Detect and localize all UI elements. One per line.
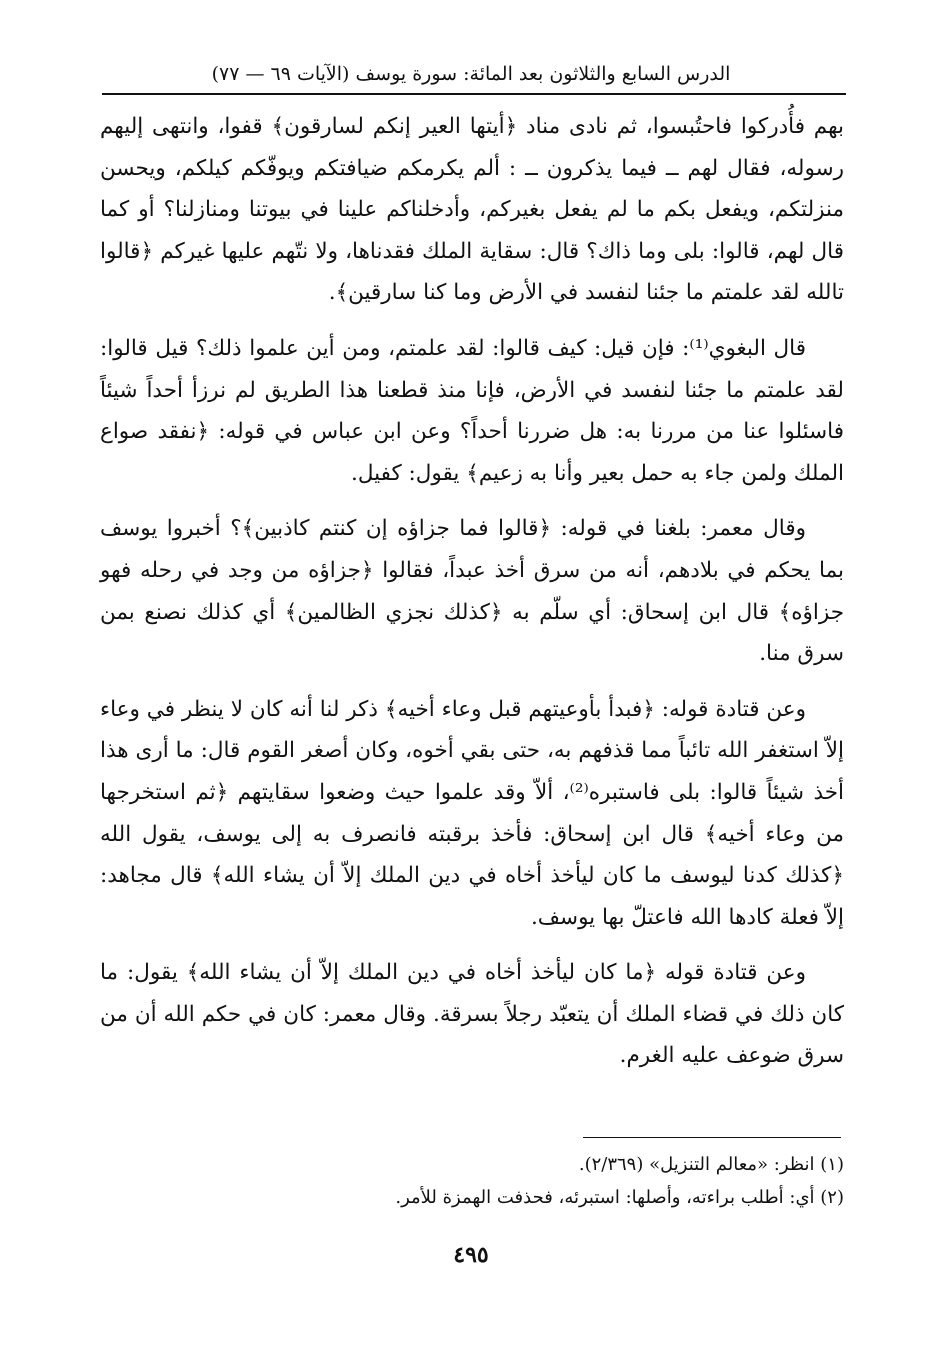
paragraph-1: بهم فأُدركوا فاحتُبسوا، ثم نادى مناد ﴿أيتها العير إنكم لسارقون﴾ قفوا، وانتهى إليهم رسوله، فقال لهم ــ فيما يذكرون ــ : ألم يكرمكم ضيافتكم ويوفّكم كيلكم، ويحسن منزلتكم، ويفعل بكم ما لم يفعل بغيركم، وأدخلناكم علينا في بيوتنا ومنازلنا؟ أو كما قال لهم، قالوا: بلى وما ذاك؟ قال: سقاية الملك فقدناها، ولا نتّهم عليها غيركم ﴿قالوا تالله لقد علمتم ما جئنا لنفسد في الأرض وما كنا سارقين﴾. — [100, 114, 844, 306]
paragraph-4: وعن قتادة قوله: ﴿فبدأ بأوعيتهم قبل وعاء أخيه﴾ ذكر لنا أنه كان لا ينظر في وعاء إلاّ استغفر الله تائباً مما قذفهم به، حتى بقي أخوه، وكان أصغر القوم قال: ما أرى هذا أخذ شيئاً قالوا: بلى فاستبره⁽²⁾، ألاّ وقد علموا حيث وضعوا سقايتهم ﴿ثم استخرجها من وعاء أخيه﴾ قال ابن إسحاق: فأخذ برقبته فانصرف به إلى يوسف، يقول الله ﴿كذلك كدنا ليوسف ما كان ليأخذ أخاه في دين الملك إلاّ أن يشاء الله﴾ قال مجاهد: إلاّ فعلة كادها الله فاعتلّ بها يوسف. — [100, 696, 844, 930]
footnote-divider — [583, 1137, 841, 1138]
footnotes — [100, 1148, 844, 1214]
footnote-2: (٢) أي: أطلب براءته، وأصلها: استبرئه، فحذفت الهمزة للأمر. — [395, 1187, 844, 1208]
header-divider — [102, 93, 846, 95]
paragraph-5: وعن قتادة قوله ﴿ما كان ليأخذ أخاه في دين الملك إلاّ أن يشاء الله﴾ يقول: ما كان ذلك في قضاء الملك أن يتعبّد رجلاً بسرقة. وقال معمر: كان في حكم الله أن من سرق ضوعف عليه الغرم. — [100, 960, 844, 1069]
paragraph-2: قال البغوي⁽¹⁾: فإن قيل: كيف قالوا: لقد علمتم، ومن أين علموا ذلك؟ قيل قالوا: لقد علمتم ما جئنا لنفسد في الأرض، فإنا منذ قطعنا هذا الطريق لم نرزأ أحداً شيئاً فاسئلوا عنا من مررنا به: هل ضررنا أحداً؟ وعن ابن عباس في قوله: ﴿نفقد صواع الملك ولمن جاء به حمل بعير وأنا به زعيم﴾ يقول: كفيل. — [100, 335, 844, 486]
running-header: الدرس السابع والثلاثون بعد المائة: سورة يوسف (الآيات ٦٩ — ٧٧) — [211, 63, 731, 85]
paragraph-3: وقال معمر: بلغنا في قوله: ﴿قالوا فما جزاؤه إن كنتم كاذبين﴾؟ أخبروا يوسف بما يحكم في بلادهم، أنه من سرق أخذ عبداً، فقالوا ﴿جزاؤه من وجد في رحله فهو جزاؤه﴾ قال ابن إسحاق: أي سلّم به ﴿كذلك نجزي الظالمين﴾ أي كذلك نصنع بمن سرق منا. — [100, 516, 844, 667]
footnote-1: (١) انظر: «معالم التنزيل» (٢/٣٦٩). — [578, 1154, 844, 1175]
page-number: ٤٩٥ — [453, 1242, 489, 1268]
body-text — [100, 106, 844, 1077]
